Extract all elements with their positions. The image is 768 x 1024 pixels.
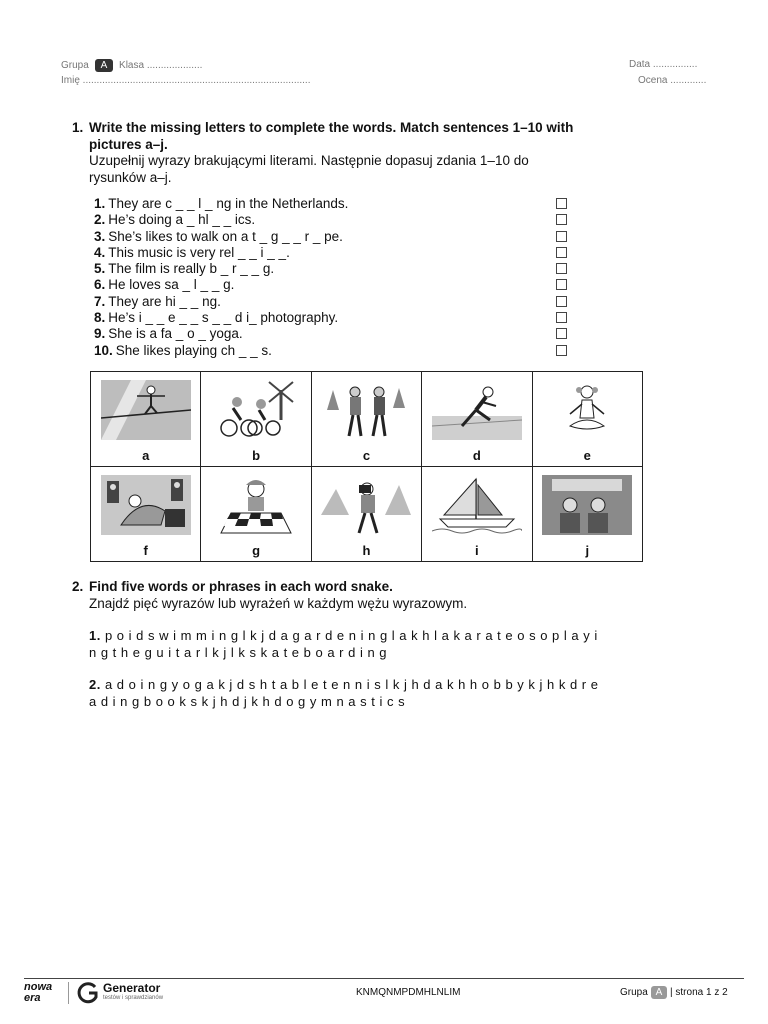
sentence-text: He’s doing a _ hl _ _ ics. <box>108 212 256 228</box>
picture-label: d <box>472 448 481 463</box>
sentence-item <box>94 196 574 212</box>
sentence-number: 2. <box>94 212 106 228</box>
picture-cell-j <box>532 467 642 562</box>
picture-cell-e <box>532 372 642 467</box>
chess-girl-icon <box>211 475 301 535</box>
grade-line: Ocena ............. <box>638 75 707 86</box>
picture-cell-f <box>91 467 201 562</box>
group-class-line <box>61 59 202 72</box>
sentence-number: 10. <box>94 342 113 358</box>
answer-checkbox[interactable] <box>556 312 567 323</box>
sailing-boat-icon <box>432 475 522 535</box>
sentence-item <box>94 294 574 310</box>
sentence-number: 4. <box>94 244 106 260</box>
photographer-icon <box>321 475 411 535</box>
word-snake-text: a d o i n g y o g a k j d s h t a b l e t e n n i s l k j h d a k h h o b b y k j h k d r e <box>104 677 599 692</box>
task2-heading <box>72 579 678 596</box>
sentence-item <box>94 212 574 228</box>
word-snake-line <box>89 677 678 694</box>
task1-instruction-en-2: pictures a–j. <box>89 136 168 152</box>
footer-page-info <box>620 986 728 999</box>
sentence-text: The film is really b _ r _ _ g. <box>108 261 275 277</box>
sentence-number: 9. <box>94 326 106 342</box>
task1-instruction-en-1: Write the missing letters to complete the words. Match sentences 1–10 with <box>89 120 574 135</box>
cyclists-windmill-icon <box>211 380 301 440</box>
sentence-number: 8. <box>94 310 106 326</box>
sentence-text: She is a fa _ o _ yoga. <box>108 326 243 342</box>
page-number: | strona 1 z 2 <box>670 987 728 998</box>
sentence-number: 1. <box>94 196 106 211</box>
picture-row <box>91 372 643 467</box>
picture-cell-d <box>422 372 532 467</box>
word-snake-text: p o i d s w i m m i n g l k j d a g a r d e n i n g l a k h l a k a r a t e o s o p l a y i <box>104 628 598 643</box>
sentence-number: 3. <box>94 228 106 244</box>
task1-instruction-pl-2: rysunków a–j. <box>89 169 172 185</box>
task2-instruction-en: Find five words or phrases in each word snake. <box>89 579 393 594</box>
tightrope-walker-icon <box>101 380 191 440</box>
word-snake-1 <box>72 628 678 661</box>
relaxing-music-icon <box>101 475 191 535</box>
word-snake-2 <box>72 677 678 710</box>
task2-instruction-pl: Znajdź pięć wyrazów lub wyrażeń w każdym wężu wyrazowym. <box>89 595 468 611</box>
sentence-item <box>94 229 574 245</box>
sentence-text: He loves sa _ l _ _ g. <box>108 277 235 293</box>
footer-separator <box>68 982 69 1004</box>
task2-section <box>72 579 678 710</box>
sentence-item <box>94 245 574 261</box>
picture-grid <box>90 371 643 562</box>
task1-instructions <box>72 120 678 186</box>
sentence-number: 6. <box>94 277 106 293</box>
cinema-boring-icon <box>542 475 632 535</box>
sentence-item <box>94 277 574 293</box>
answer-checkbox[interactable] <box>556 263 567 274</box>
answer-checkbox[interactable] <box>556 198 567 209</box>
picture-cell-h <box>311 467 421 562</box>
word-snake-number: 2. <box>89 677 101 692</box>
word-snake-line: n g t h e g u i t a r l k j l k s k a t e b o a r d i n g <box>89 644 388 660</box>
sentence-item <box>94 310 574 326</box>
sentence-list <box>94 196 574 359</box>
runner-athletics-icon <box>432 380 522 440</box>
sentence-text: He’s i _ _ e _ _ s _ _ d i_ photography. <box>108 310 339 326</box>
generator-g-icon <box>76 981 100 1005</box>
footer-divider <box>24 978 744 979</box>
picture-label: e <box>583 448 591 463</box>
sentence-number: 7. <box>94 293 106 309</box>
sentence-item <box>94 261 574 277</box>
picture-label: c <box>362 448 371 463</box>
generator-subtitle: testów i sprawdzianów <box>103 995 164 1001</box>
picture-label: f <box>143 543 148 558</box>
word-snake-line: a d i n g b o o k s k j h d j k h d o g y m n a s t i c s <box>89 693 406 709</box>
group-badge: A <box>95 59 114 72</box>
answer-checkbox[interactable] <box>556 247 567 258</box>
task2-number: 2. <box>72 579 84 594</box>
picture-cell-b <box>201 372 311 467</box>
document-code: KNMQNMPDMHLNLIM <box>356 987 461 998</box>
class-label: Klasa .................... <box>119 60 203 71</box>
date-line: Data ................ <box>629 59 698 70</box>
footer-group-badge: A <box>651 986 668 999</box>
word-snake-line <box>89 628 678 645</box>
nowa-era-logo: nowa era <box>24 981 53 1004</box>
group-label: Grupa <box>61 60 89 71</box>
hikers-icon <box>321 380 411 440</box>
sentence-item <box>94 343 574 359</box>
picture-label: h <box>362 543 371 558</box>
sentence-text: This music is very rel _ _ i _ _. <box>108 244 290 260</box>
picture-label: b <box>252 448 261 463</box>
answer-checkbox[interactable] <box>556 345 567 356</box>
picture-label: g <box>252 543 261 558</box>
sentence-text: They are hi _ _ ng. <box>108 293 221 309</box>
sentence-text: She likes playing ch _ _ s. <box>115 342 272 358</box>
picture-cell-c <box>311 372 421 467</box>
task1-number: 1. <box>72 120 84 135</box>
picture-label: j <box>585 543 590 558</box>
picture-cell-a <box>91 372 201 467</box>
answer-checkbox[interactable] <box>556 279 567 290</box>
generator-title: Generator <box>103 981 161 995</box>
task1-heading <box>72 120 678 137</box>
picture-label: a <box>142 448 150 463</box>
answer-checkbox[interactable] <box>556 214 567 225</box>
picture-label: i <box>475 543 479 558</box>
yoga-girl-icon <box>542 380 632 440</box>
answer-checkbox[interactable] <box>556 328 567 339</box>
picture-cell-i <box>422 467 532 562</box>
picture-cell-g <box>201 467 311 562</box>
word-snake-number: 1. <box>89 628 101 643</box>
sentence-text: She’s likes to walk on a t _ g _ _ r _ pe. <box>108 228 343 244</box>
sentence-number: 5. <box>94 261 106 277</box>
task1-instruction-pl-1: Uzupełnij wyrazy brakującymi literami. Następnie dopasuj zdania 1–10 do <box>89 153 529 168</box>
sentence-text: They are c _ _ l _ ng in the Netherlands. <box>108 196 349 211</box>
picture-row <box>91 467 643 562</box>
answer-checkbox[interactable] <box>556 296 567 307</box>
name-line: Imię .................................................................................. <box>61 75 311 86</box>
footer-group-label: Grupa <box>620 987 648 998</box>
answer-checkbox[interactable] <box>556 231 567 242</box>
sentence-item <box>94 326 574 342</box>
